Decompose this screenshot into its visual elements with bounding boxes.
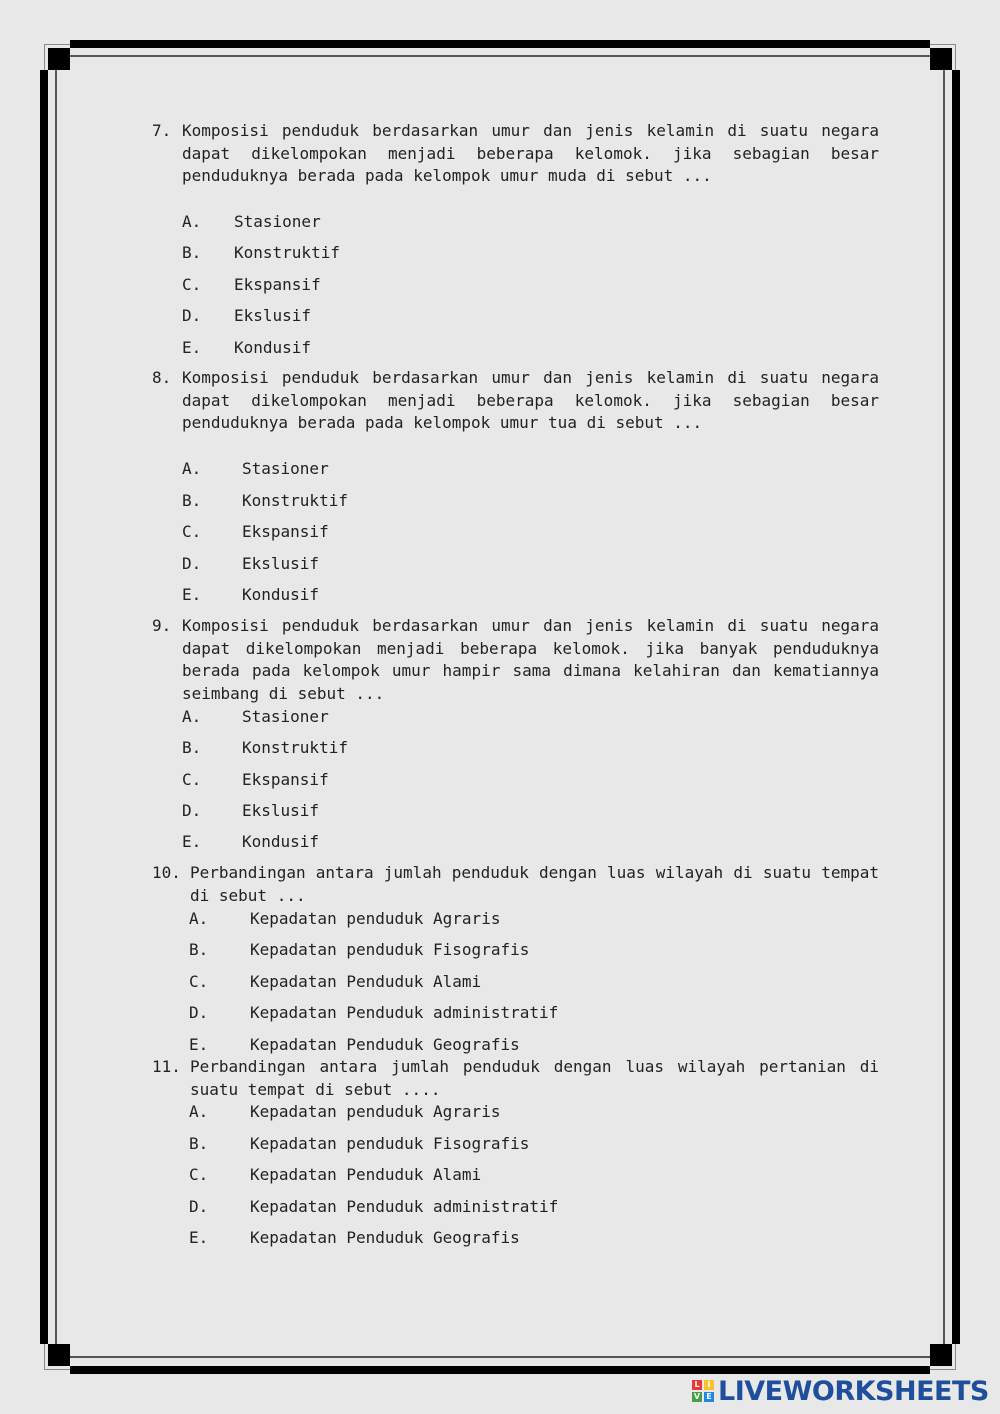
question-text: Perbandingan antara jumlah penduduk dengan luas wilayah di suatu tempat di sebut ... bbox=[190, 863, 879, 905]
frame-corner-tr bbox=[930, 48, 952, 70]
question-number: 11. bbox=[152, 1057, 181, 1076]
question-number: 10. bbox=[152, 863, 181, 882]
frame-left-bar bbox=[40, 70, 48, 1344]
question-text: Komposisi penduduk berdasarkan umur dan jenis kelamin di suatu negara dapat dikelompokan menjadi beberapa kelomok. jika sebagian besar penduduknya berada pada kelompok umur muda di sebut ... bbox=[182, 121, 879, 185]
question-number: 8. bbox=[152, 368, 172, 387]
frame-outline bbox=[44, 44, 956, 1370]
frame-bottom-line bbox=[70, 1356, 930, 1358]
question-text: Komposisi penduduk berdasarkan umur dan jenis kelamin di suatu negara dapat dikelompokan menjadi beberapa kelomok. jika banyak penduduknya berada pada kelompok umur hampir sama dimana kelahiran dan kematiannya seimbang di sebut ... bbox=[182, 616, 879, 703]
question-number: 7. bbox=[152, 121, 172, 140]
question-8 bbox=[152, 367, 879, 435]
frame-corner-tl bbox=[48, 48, 70, 70]
frame-corner-bl bbox=[48, 1344, 70, 1366]
frame-right-line bbox=[943, 70, 945, 1344]
liveworksheets-logo-icon: L I V E bbox=[692, 1380, 714, 1402]
question-text: Perbandingan antara jumlah penduduk dengan luas wilayah pertanian di suatu tempat di sebut .... bbox=[190, 1057, 879, 1099]
question-11 bbox=[152, 1056, 879, 1101]
question-number: 9. bbox=[152, 616, 172, 635]
frame-corner-br bbox=[930, 1344, 952, 1366]
frame-bottom-bar bbox=[70, 1366, 930, 1374]
frame-top-line bbox=[70, 55, 930, 57]
question-9 bbox=[152, 615, 879, 705]
frame-right-bar bbox=[952, 70, 960, 1344]
question-text: Komposisi penduduk berdasarkan umur dan jenis kelamin di suatu negara dapat dikelompokan menjadi beberapa kelomok. jika sebagian besar penduduknya berada pada kelompok umur tua di sebut ... bbox=[182, 368, 879, 432]
question-7 bbox=[152, 120, 879, 188]
liveworksheets-brand[interactable] bbox=[692, 1374, 989, 1408]
frame-left-line bbox=[55, 70, 57, 1344]
frame-top-bar bbox=[70, 40, 930, 48]
question-10 bbox=[152, 862, 879, 907]
brand-name: LIVEWORKSHEETS bbox=[718, 1375, 989, 1407]
